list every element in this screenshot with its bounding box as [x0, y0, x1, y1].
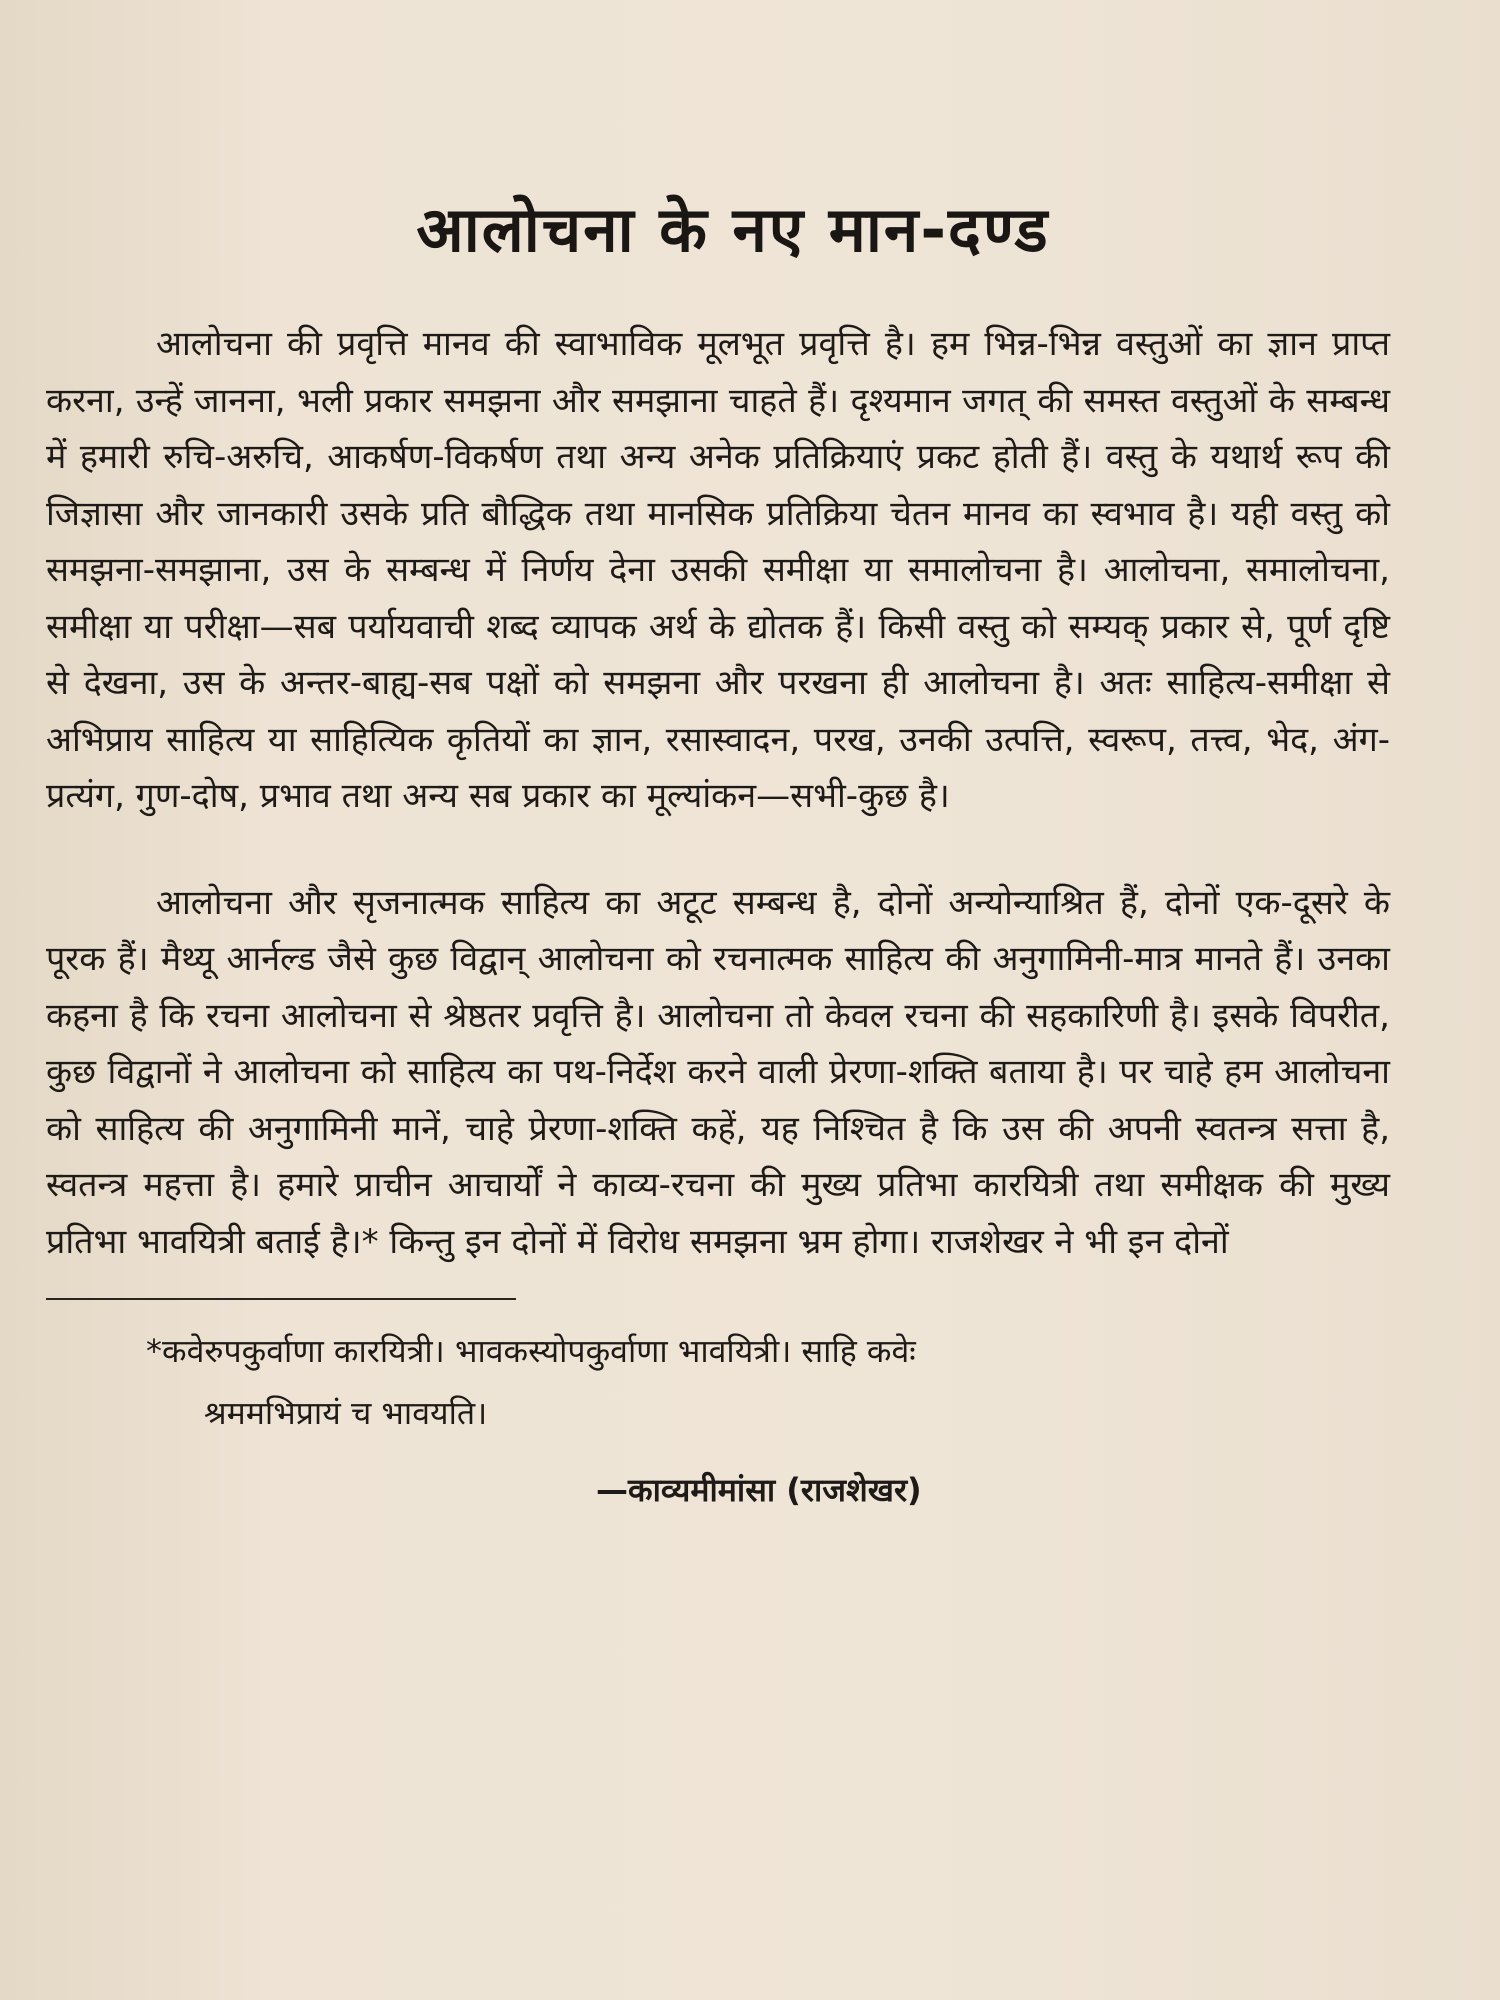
footnote-line-2: श्रममभिप्रायं च भावयति। — [204, 1394, 488, 1433]
footnote-divider — [46, 1298, 516, 1300]
page-title: आलोचना के नए मान-दण्ड — [416, 193, 1050, 266]
footnote-source: —काव्यमीमांसा (राजशेखर) — [596, 1471, 922, 1510]
footnote-line-1: *कवेरुपकुर्वाणा कारयित्री। भावकस्योपकुर्वाणा भावयित्री। साहि कवेः — [146, 1332, 916, 1371]
body-paragraph-2: आलोचना और सृजनात्मक साहित्य का अटूट सम्बन्ध है, दोनों अन्योन्याश्रित हैं, दोनों एक-दूसरे के पूरक हैं। मैथ्यू आर्नल्ड जैसे कुछ विद्वान् आलोचना को रचनात्मक साहित्य की अनुगामिनी-मात्र मानते हैं। उनका कहना है कि रचना आलोचना से श्रेष्ठतर प्रवृत्ति है। आलोचना तो केवल रचना की सहकारिणी है। इसके विपरीत, कुछ विद्वानों ने आलोचना को साहित्य का पथ-निर्देश करने वाली प्रेरणा-शक्ति बताया है। पर चाहे हम आलोचना को साहित्य की अनुगामिनी मानें, चाहे प्रेरणा-शक्ति कहें, यह निश्चित है कि उस की अपनी स्वतन्त्र सत्ता है, स्वतन्त्र महत्ता है। हमारे प्राचीन आचार्यों ने काव्य-रचना की मुख्य प्रतिभा कारयित्री तथा समीक्षक की मुख्य प्रतिभा भावयित्री बताई है।* किन्तु इन दोनों में विरोध समझना भ्रम होगा। राजशेखर ने भी इन दोनों — [46, 882, 1390, 1262]
footnote — [146, 1320, 1390, 1444]
body-paragraph-1: आलोचना की प्रवृत्ति मानव की स्वाभाविक मूलभूत प्रवृत्ति है। हम भिन्न-भिन्न वस्तुओं का ज्ञान प्राप्त करना, उन्हें जानना, भली प्रकार समझना और समझाना चाहते हैं। दृश्यमान जगत् की समस्त वस्तुओं के सम्बन्ध में हमारी रुचि-अरुचि, आकर्षण-विकर्षण तथा अन्य अनेक प्रतिक्रियाएं प्रकट होती हैं। वस्तु के यथार्थ रूप की जिज्ञासा और जानकारी उसके प्रति बौद्धिक तथा मानसिक प्रतिक्रिया चेतन मानव का स्वभाव है। यही वस्तु को समझना-समझाना, उस के सम्बन्ध में निर्णय देना उसकी समीक्षा या समालोचना है। आलोचना, समालोचना, समीक्षा या परीक्षा—सब पर्यायवाची शब्द व्यापक अर्थ के द्योतक हैं। किसी वस्तु को सम्यक् प्रकार से, पूर्ण दृष्टि से देखना, उस के अन्तर-बाह्य-सब पक्षों को समझना और परखना ही आलोचना है। अतः साहित्य-समीक्षा से अभिप्राय साहित्य या साहित्यिक कृतियों का ज्ञान, रसास्वादन, परख, उनकी उत्पत्ति, स्वरूप, तत्त्व, भेद, अंग-प्रत्यंग, गुण-दोष, प्रभाव तथा अन्य सब प्रकार का मूल्यांकन—सभी-कुछ है। — [46, 324, 1390, 817]
